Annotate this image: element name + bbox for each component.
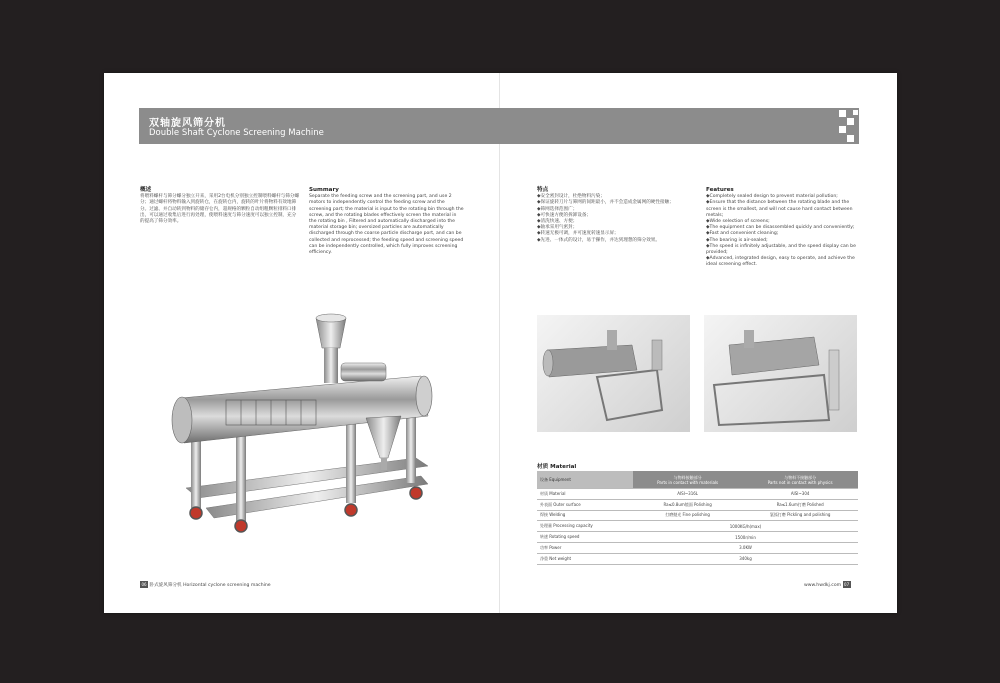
- row-value: 氩弧打磨 Pickling and polishing: [742, 510, 858, 521]
- title-en: Double Shaft Cyclone Screening Machine: [149, 128, 324, 138]
- overview-title: 概述: [140, 187, 152, 193]
- overview-section: [140, 187, 300, 225]
- features-cn-section: [537, 187, 697, 244]
- header-cn: 与物料不接触部分: [784, 474, 817, 480]
- row-value: Ra≤1.6um打磨 Polished: [742, 499, 858, 510]
- summary-section: [309, 187, 464, 256]
- row-label: 净重 Net weight: [537, 553, 633, 564]
- overview-text: 将喂料螺杆与筛分螺分独立开来，采用2台电机分别独立控制喂料螺杆与筛分螺分；通过螺杆将物料输入到旋转仓，在旋转仓内，旋转的叶片将物料有效地筛分。过滤、并自动转到物料的储存仓内，超规格的颗粒自动组粗颗粒排料口排出，可以通过收集后进行再处理，使喂料速度与筛分速度可以独立控制，充分的提高了筛分效率。: [140, 194, 300, 225]
- row-value: 1500r/min: [633, 532, 858, 543]
- feature-cn-item: ◆轴承采用气密封；: [537, 225, 578, 231]
- machine-illustration: [166, 308, 486, 558]
- page-gutter: [499, 73, 500, 613]
- feature-en-item: ◆Advanced, integrated design, easy to operate, and achieve the ideal screening effect.: [706, 256, 855, 268]
- row-value: 3.0KW: [633, 542, 858, 553]
- row-label: 功率 Power: [537, 542, 633, 553]
- header-en: Parts in contact with materials: [657, 479, 719, 485]
- feature-cn-item: ◆先进、一体式的设计，易于操作，并达到理想的筛分效果。: [537, 237, 660, 243]
- feature-cn-item: ◆保证旋转刀片与筛网的间距最小，并不会造成金属网的硬性接触；: [537, 200, 674, 206]
- page-number-right: 07: [844, 582, 850, 587]
- feature-en-item: ◆The bearing is air-sealed;: [706, 237, 768, 243]
- page-number-left: 06: [141, 582, 147, 587]
- feature-en-item: ◆Ensure that the distance between the rotating blade and the screen is the smallest, and will not cause hard contact between metals;: [706, 200, 853, 218]
- row-label: 材质 Material: [537, 489, 633, 500]
- header-en: Parts not in contact with physics: [767, 479, 833, 485]
- table-row: [537, 553, 858, 564]
- table-row: [537, 542, 858, 553]
- row-label: 焊接 Welding: [537, 510, 633, 521]
- feature-en-item: ◆Wide selection of screens;: [706, 219, 770, 225]
- brochure-spread: [104, 73, 897, 613]
- row-value: 打磨抛光 Fine polishing: [633, 510, 742, 521]
- table-header: [537, 471, 858, 489]
- title-cn: 双轴旋风筛分机: [149, 118, 226, 129]
- header-cell: 设备 Equipment: [537, 471, 633, 489]
- row-label: 转速 Rotating speed: [537, 532, 633, 543]
- footer-left: [140, 581, 271, 588]
- table-row: [537, 532, 858, 543]
- features-en-section: [706, 187, 861, 269]
- title-banner: [139, 108, 859, 144]
- feature-cn-item: ◆可快速方便的拆卸设备；: [537, 212, 592, 218]
- feature-cn-item: ◆转速无极可调，并可速度转速显示屏；: [537, 231, 619, 237]
- table-row: [537, 510, 858, 521]
- row-value: AISI~304: [742, 489, 858, 500]
- row-value: AISI~316L: [633, 489, 742, 500]
- features-en-title: Features: [706, 187, 734, 193]
- row-label: 处理量 Processing capacity: [537, 521, 633, 532]
- feature-en-item: ◆The speed is infinitely adjustable, and the speed display can be provided;: [706, 243, 856, 256]
- summary-title: Summary: [309, 187, 339, 193]
- summary-text: Separate the feeding screw and the screening part, and use 2 motors to independently control the feeding screw and the screening part; the material is input to the rotating bin through the screw, and the rotating blades effectively screen the material in the rotating bin , Filtered and automatically discharged into the material storage bin; oversized particles are automatically discharged through the coarse particle discharge port, and can be collected and reprocessed; the feeding speed and screening speed can be independently controlled, which fully improves screening efficiency.: [309, 194, 464, 256]
- machine-photo-left: [537, 315, 690, 432]
- table-row: [537, 521, 858, 532]
- feature-cn-item: ◆安全密封设计，杜绝物料污染；: [537, 194, 605, 200]
- feature-en-item: ◆Completely sealed design to prevent material pollution;: [706, 194, 838, 200]
- table-row: [537, 499, 858, 510]
- material-title: 材质 Material: [537, 464, 577, 470]
- table-row: [537, 489, 858, 500]
- feature-en-item: ◆Fast and convenient cleaning;: [706, 231, 779, 237]
- row-value: 1000KG/h(max): [633, 521, 858, 532]
- row-value: Ra≤0.8um镜面 Polishing: [633, 499, 742, 510]
- row-value: 340kg: [633, 553, 858, 564]
- footer-right: [804, 581, 851, 588]
- material-table: [537, 471, 858, 565]
- features-cn-title: 特点: [537, 187, 549, 193]
- machine-photo-right: [704, 315, 857, 432]
- header-cell: [742, 471, 858, 489]
- feature-cn-item: ◆筛网选择范围广；: [537, 206, 578, 212]
- row-label: 外表面 Outer surface: [537, 499, 633, 510]
- footer-url: www.hwdkj.com: [804, 583, 842, 588]
- header-cell: [633, 471, 742, 489]
- feature-en-item: ◆The equipment can be disassembled quickly and conveniently;: [706, 225, 855, 231]
- feature-cn-item: ◆清洗快速、方便；: [537, 219, 578, 225]
- header-cn: 与物料接触部分: [673, 474, 702, 480]
- footer-left-text: 卧式旋风筛分机 Horizontal cyclone screening machine: [149, 583, 271, 588]
